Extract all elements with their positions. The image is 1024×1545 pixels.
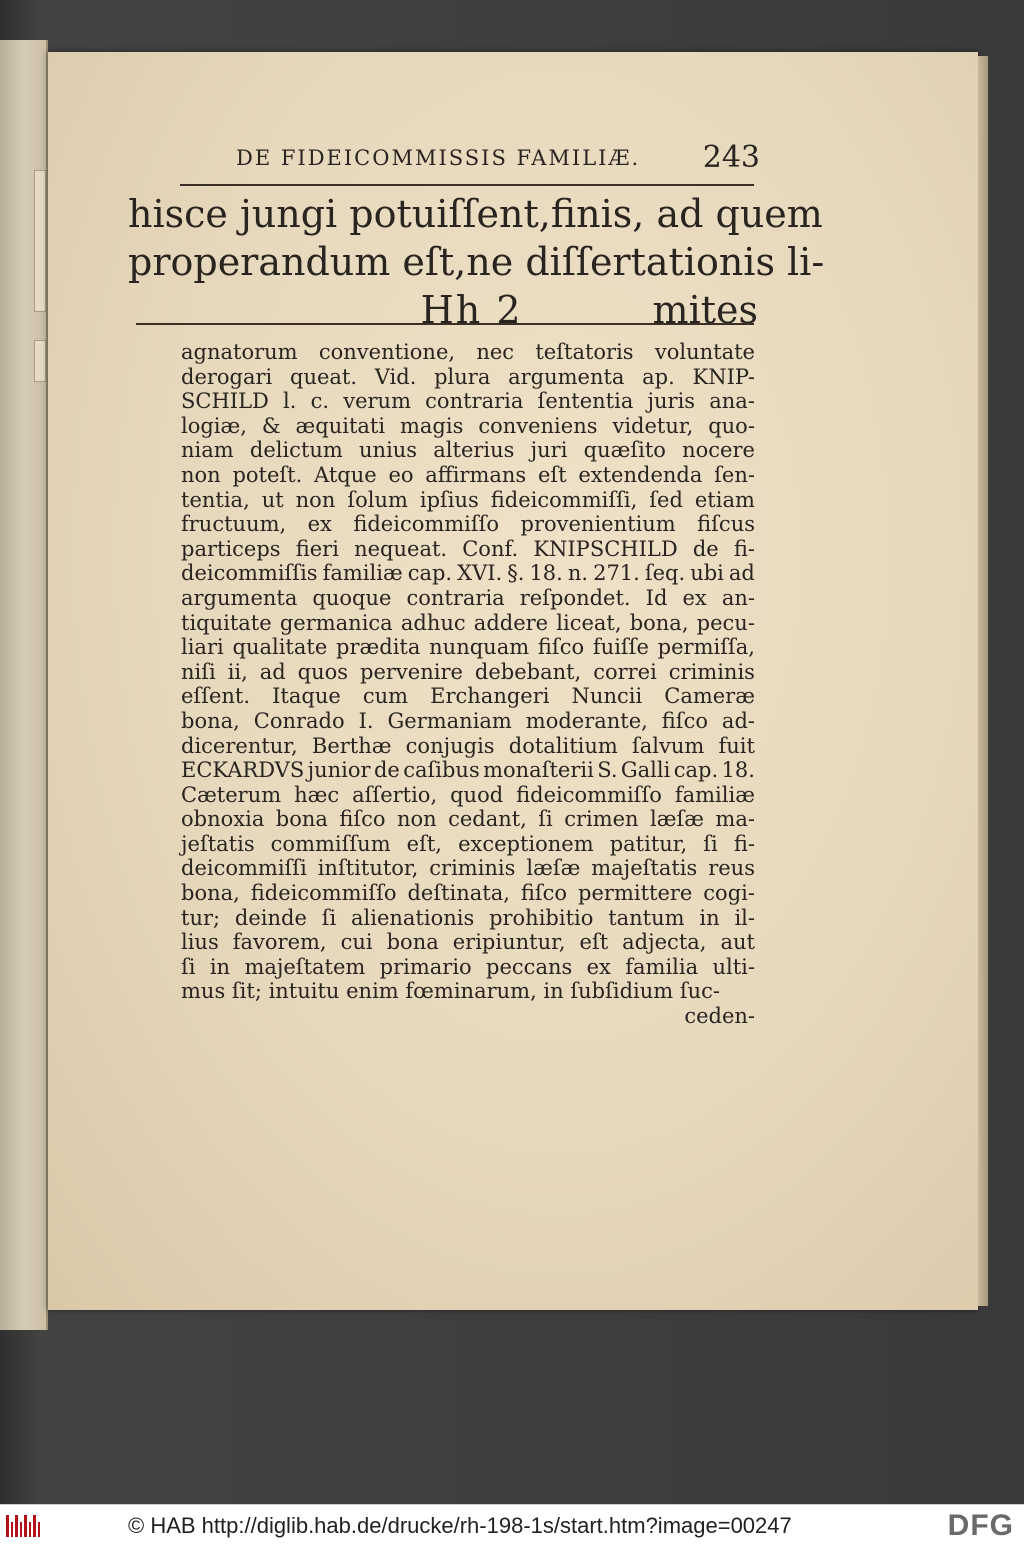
word: ad- [721, 708, 755, 733]
word: fuit [718, 733, 755, 758]
word: fuiſſe [592, 635, 649, 660]
word: KNIPSCHILD [533, 536, 678, 561]
word: aut [720, 930, 755, 955]
text-line: mus ſit; intuitu enim fœminarum, in ſubſidium ſuc- [181, 979, 720, 1004]
word: contraria [406, 585, 505, 610]
word: favorem, [232, 930, 327, 955]
word: cui [340, 930, 373, 955]
text-line [181, 365, 755, 390]
word: nocere [682, 438, 755, 463]
word: ſi [538, 807, 553, 832]
word: c. [310, 389, 330, 414]
word: reus [708, 856, 755, 881]
text-line [181, 832, 755, 857]
word: ſeq. [644, 561, 686, 586]
word: hæc [294, 782, 340, 807]
word: permittere [578, 881, 693, 906]
word: Berthæ [311, 733, 392, 758]
word: particeps [181, 536, 281, 561]
word: an- [721, 585, 755, 610]
word: nequeat. [354, 536, 448, 561]
text-line [181, 783, 755, 808]
word: eſt [579, 930, 609, 955]
text-line [181, 537, 755, 562]
word: juris [647, 389, 696, 414]
word: conjugis [405, 733, 495, 758]
word: unius [359, 438, 418, 463]
word: ſalvum [632, 733, 705, 758]
word: reſpondet. [519, 585, 631, 610]
word: alienationis [351, 905, 475, 930]
text-line [181, 906, 755, 931]
word: fiſco [520, 881, 568, 906]
text-line [181, 709, 755, 734]
word: bona, [629, 610, 689, 635]
dfg-logo[interactable]: DFG [947, 1509, 1014, 1542]
adjacent-volume-edge [0, 40, 48, 1330]
text-line [181, 930, 755, 955]
text-line [181, 512, 755, 537]
word: KNIP- [692, 364, 755, 389]
word: moderante, [525, 708, 648, 733]
word: I. [358, 708, 374, 733]
separator-rule [136, 323, 754, 325]
text-line [181, 586, 755, 611]
word: delictum [249, 438, 343, 463]
word: non [181, 462, 221, 487]
word: pecu- [696, 610, 755, 635]
word: deinde [234, 905, 307, 930]
word: SCHILD [181, 389, 269, 414]
word: Galli [620, 758, 671, 783]
word: fi- [733, 831, 755, 856]
word: eſt, [406, 831, 442, 856]
bleed-fragment: properandum eſt, [128, 240, 467, 284]
word: argumenta [508, 364, 625, 389]
word: fideicommiſſi, [490, 487, 638, 512]
word: læſæ [526, 856, 581, 881]
word: ſolum [347, 487, 408, 512]
word: agnatorum [181, 340, 298, 364]
word: criminis [668, 659, 755, 684]
spine-strip [34, 170, 46, 312]
text-line [181, 463, 755, 488]
word: junior [307, 758, 371, 783]
word: niſi [181, 659, 216, 684]
word: il- [734, 905, 755, 930]
word: argumenta [181, 585, 298, 610]
word: voluntate [654, 340, 755, 364]
word: adjecta, [622, 930, 707, 955]
word: Conf. [462, 536, 519, 561]
word: fideicommiſſo [516, 782, 662, 807]
word: quo- [708, 413, 755, 438]
word: deicommiſſis [181, 561, 318, 586]
word: fiſcus [697, 512, 755, 537]
word: familiæ [674, 782, 755, 807]
word: extendenda [578, 462, 703, 487]
word: obnoxia [181, 807, 265, 832]
word: caſibus [403, 758, 480, 783]
word: §. [507, 561, 525, 586]
text-line [181, 635, 755, 660]
word: ma- [715, 807, 755, 832]
bleed-line [128, 286, 758, 334]
hab-logo-icon[interactable] [6, 1515, 40, 1537]
word: prædita [336, 635, 421, 660]
word: dotalitium [508, 733, 618, 758]
word: aſſertio, [352, 782, 438, 807]
word: bona [386, 930, 439, 955]
word: de [373, 758, 400, 783]
word: poteſt. [232, 462, 303, 487]
word: addere [473, 610, 549, 635]
word: peccans [486, 954, 573, 979]
word: logiæ, [181, 413, 247, 438]
word: niam [181, 438, 234, 463]
word: in [209, 954, 231, 979]
word: fiſco [537, 635, 585, 660]
word: tantum [608, 905, 685, 930]
word: fieri [295, 536, 339, 561]
word: teſtatoris [535, 340, 634, 364]
word: ſi [181, 954, 196, 979]
word: ex [307, 512, 332, 537]
word: ulti- [712, 954, 755, 979]
word: cogi- [703, 881, 755, 906]
text-line [181, 561, 755, 586]
word: cedant, [448, 807, 527, 832]
word: pervenire [360, 659, 463, 684]
word: ſen- [714, 462, 755, 487]
word: etiam [694, 487, 755, 512]
word: familia [625, 954, 699, 979]
word: majeſtatem [244, 954, 366, 979]
word: Itaque [272, 684, 341, 709]
word: magis [400, 413, 464, 438]
word: Erchangeri [430, 684, 550, 709]
text-line [181, 734, 755, 759]
word: bona [275, 807, 328, 832]
word: in [699, 905, 720, 930]
page-edge [978, 56, 988, 1306]
word: liceat, [556, 610, 622, 635]
word: eripiuntur, [452, 930, 566, 955]
word: adhuc [400, 610, 466, 635]
word: inſtitutor, [317, 856, 419, 881]
word: prohibitio [489, 905, 594, 930]
text-line [181, 438, 755, 463]
word: primario [379, 954, 472, 979]
word: ipſius [419, 487, 479, 512]
word: cum [362, 684, 409, 709]
word: exceptionem [458, 831, 594, 856]
word: contraria [425, 389, 524, 414]
word: quoque [312, 585, 392, 610]
text-line [181, 881, 755, 906]
word: de [692, 536, 719, 561]
word: fiſco [339, 807, 386, 832]
word: affirmans [425, 462, 527, 487]
word: queat. [290, 364, 358, 389]
word: fideicommiſſo [250, 881, 397, 906]
word: derogari [181, 364, 273, 389]
word: deſtinata, [407, 881, 510, 906]
text-line [181, 856, 755, 881]
word: plura [434, 364, 491, 389]
word: ſententia [537, 389, 634, 414]
text-line [181, 488, 755, 513]
word: germanica [279, 610, 393, 635]
text-line [181, 414, 755, 439]
word: provenientium [520, 512, 676, 537]
word: Cameræ [664, 684, 755, 709]
word: æquitati [295, 413, 386, 438]
word: Vid. [374, 364, 417, 389]
word: ad [728, 561, 755, 586]
word: Id [645, 585, 668, 610]
word: conveniens [478, 413, 598, 438]
word: conventione, [318, 340, 456, 364]
word: jeſtatis [181, 831, 255, 856]
word: lius [181, 930, 219, 955]
word: bona, [181, 881, 240, 906]
bleed-fragment: finis, ad quem [550, 192, 823, 236]
word: nunquam [429, 635, 530, 660]
word: 271. [593, 561, 640, 586]
text-line [181, 955, 755, 980]
word: dicerentur, [181, 733, 298, 758]
word: bona, [181, 708, 240, 733]
spine-strip [34, 340, 46, 382]
word: ubi [690, 561, 724, 586]
word: alterius [433, 438, 515, 463]
text-line [181, 340, 755, 365]
word: eo [388, 462, 414, 487]
word: ex [586, 954, 611, 979]
word: l. [283, 389, 297, 414]
word: tiquitate [181, 610, 272, 635]
word: ex [682, 585, 707, 610]
text-line [181, 389, 755, 414]
word: ad [259, 659, 286, 684]
word: eſt [537, 462, 567, 487]
word: qualitate [232, 635, 328, 660]
word: permiſſa, [657, 635, 755, 660]
word: ſi [321, 905, 337, 930]
word: 18. [721, 758, 755, 783]
word: ECKARDVS [181, 758, 305, 783]
word: correi [593, 659, 657, 684]
word: S. [597, 758, 618, 783]
word: fideicommiſſo [353, 512, 500, 537]
word: Germaniam [387, 708, 512, 733]
word: tur; [181, 905, 221, 930]
word: patitur, [609, 831, 688, 856]
word: videtur, [612, 413, 694, 438]
word: liari [181, 635, 224, 660]
catchword: ceden- [684, 1004, 755, 1029]
word: fructuum, [181, 512, 287, 537]
bleed-line [128, 238, 825, 286]
word: cap. [673, 758, 719, 783]
word: XVI. [457, 561, 503, 586]
word: nec [476, 340, 515, 364]
text-line [181, 660, 755, 685]
text-line [181, 758, 755, 783]
word: debebant, [474, 659, 582, 684]
word: non [396, 807, 437, 832]
word: ana- [709, 389, 755, 414]
viewer-footer [0, 1504, 1024, 1545]
word: fi- [733, 536, 755, 561]
word: tentia, [181, 487, 250, 512]
word: crimen [564, 807, 639, 832]
header-rule [180, 184, 754, 186]
word: ſi [703, 831, 718, 856]
word: ap. [642, 364, 675, 389]
text-line [181, 807, 755, 832]
word: 18. [529, 561, 563, 586]
text-line [181, 611, 755, 636]
word: fiſco [661, 708, 708, 733]
body-text [181, 340, 755, 1029]
word: quos [297, 659, 349, 684]
word: ii, [227, 659, 248, 684]
word: eſſent. [181, 684, 251, 709]
bleed-catchword: mites [652, 288, 758, 332]
word: non [295, 487, 336, 512]
word: deicommiſſi [181, 856, 307, 881]
copyright-link[interactable]: © HAB http://diglib.hab.de/drucke/rh-198-1s/start.htm?image=00247 [128, 1513, 792, 1538]
word: cap. [407, 561, 453, 586]
bleed-fragment: hisce jungi potuiſſent, [128, 192, 551, 236]
word: majeſtatis [591, 856, 698, 881]
word: Atque [314, 462, 377, 487]
word: familiæ [322, 561, 403, 586]
word: n. [567, 561, 589, 586]
bleed-line [128, 190, 823, 238]
text-line [181, 684, 755, 709]
word: quod [450, 782, 504, 807]
word: Conrado [253, 708, 345, 733]
word: Nuncii [571, 684, 643, 709]
word: monaſterii [483, 758, 594, 783]
word: læſæ [650, 807, 704, 832]
word: verum [343, 389, 411, 414]
word: quæſito [583, 438, 666, 463]
bleed-fragment: ne diſſertationis li- [466, 240, 825, 284]
word: commiſſum [270, 831, 391, 856]
word: & [261, 413, 281, 438]
bleed-through-text [128, 190, 825, 332]
page-number: 243 [702, 140, 760, 175]
word: ſed [649, 487, 683, 512]
running-title: DE FIDEICOMMISSIS FAMILIÆ. [236, 146, 641, 170]
running-head [180, 140, 760, 182]
signature-mark: Hh 2 [420, 288, 523, 332]
word: ut [261, 487, 284, 512]
word: criminis [429, 856, 516, 881]
word: Cæterum [181, 782, 282, 807]
word: juri [530, 438, 568, 463]
